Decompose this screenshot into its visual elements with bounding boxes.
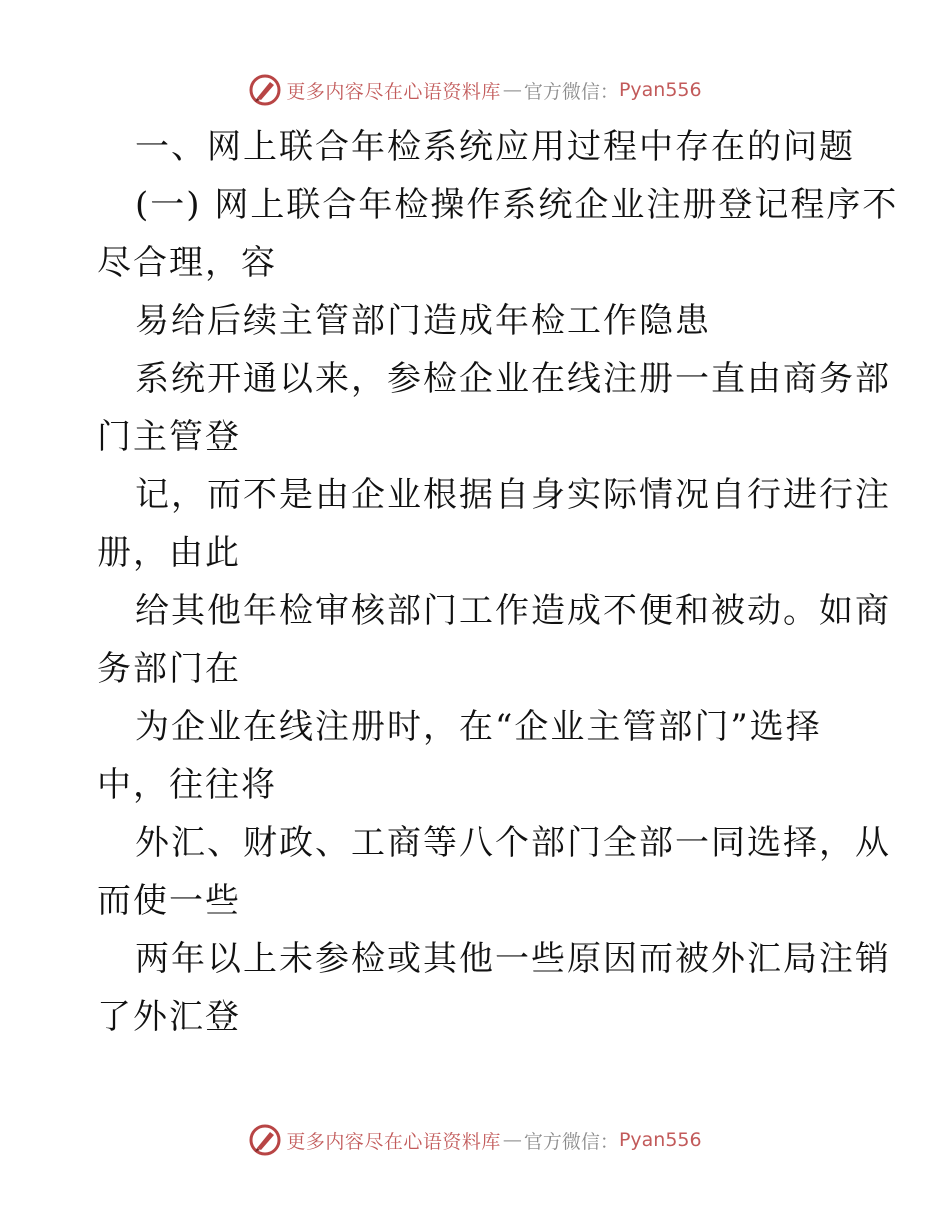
paragraph-line: 了外汇登 bbox=[97, 997, 241, 1037]
paragraph-line: 册，由此 bbox=[97, 533, 241, 573]
paragraph-line: 为企业在线注册时，在“企业主管部门”选择 bbox=[135, 707, 822, 747]
footer-watermark bbox=[0, 1118, 950, 1162]
watermark-wechat-id: Pyan556 bbox=[618, 79, 702, 101]
paragraph-line: 两年以上未参检或其他一些原因而被外汇局注销 bbox=[135, 939, 891, 979]
watermark-wechat-id: Pyan556 bbox=[618, 1129, 702, 1151]
watermark-official-label: 官方微信： bbox=[523, 1130, 619, 1153]
header-watermark bbox=[0, 68, 950, 112]
paragraph-line: 尽合理，容 bbox=[97, 243, 277, 283]
subsection-heading: (一) 网上联合年检操作系统企业注册登记程序不 bbox=[135, 185, 899, 225]
watermark-separator: — bbox=[502, 1129, 522, 1151]
watermark-site-text: 更多内容尽在心语资料库 bbox=[286, 1130, 501, 1153]
paragraph-line: 门主管登 bbox=[97, 417, 241, 457]
document-body bbox=[97, 118, 899, 1046]
paragraph-line: 系统开通以来，参检企业在线注册一直由商务部 bbox=[135, 359, 891, 399]
pen-circle-icon bbox=[248, 1123, 282, 1157]
paragraph-line: 易给后续主管部门造成年检工作隐患 bbox=[135, 301, 711, 341]
paragraph-line: 而使一些 bbox=[97, 881, 241, 921]
watermark-separator: — bbox=[502, 79, 522, 101]
section-heading: 一、网上联合年检系统应用过程中存在的问题 bbox=[135, 127, 855, 167]
paragraph-line: 记，而不是由企业根据自身实际情况自行进行注 bbox=[135, 475, 891, 515]
pen-circle-icon bbox=[248, 73, 282, 107]
paragraph-line: 务部门在 bbox=[97, 649, 241, 689]
paragraph-line: 外汇、财政、工商等八个部门全部一同选择，从 bbox=[135, 823, 891, 863]
watermark-site-text: 更多内容尽在心语资料库 bbox=[286, 80, 501, 103]
paragraph-line: 给其他年检审核部门工作造成不便和被动。如商 bbox=[135, 591, 891, 631]
watermark-official-label: 官方微信： bbox=[523, 80, 619, 103]
paragraph-line: 中，往往将 bbox=[97, 765, 277, 805]
